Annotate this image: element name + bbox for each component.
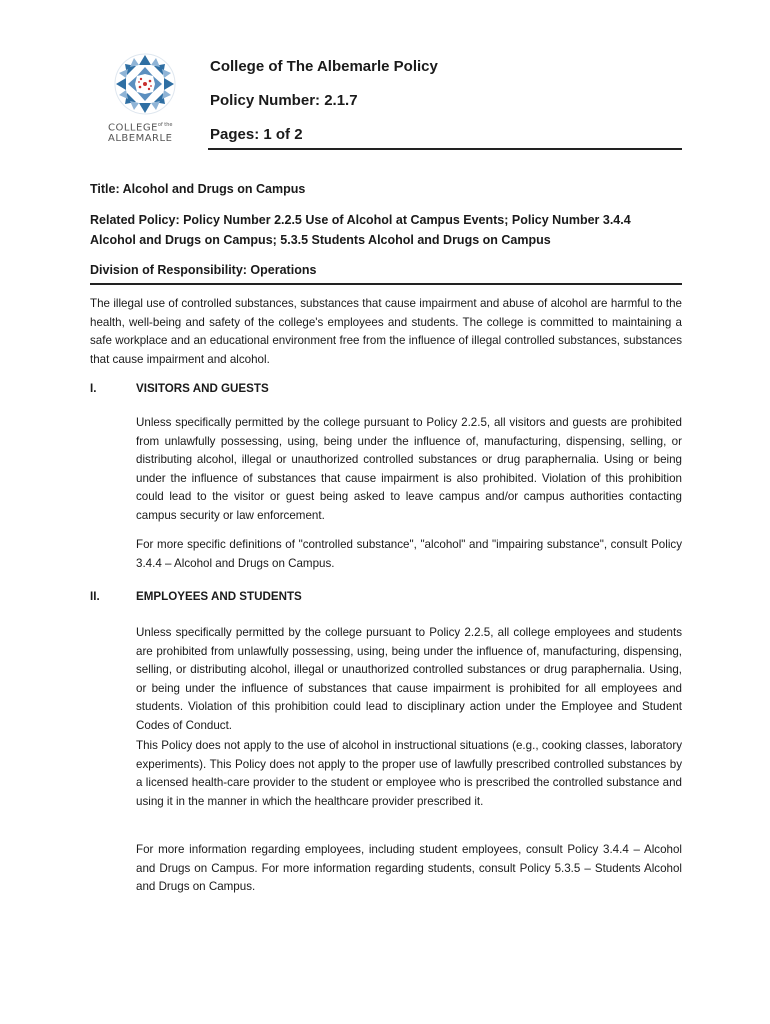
header-divider [208,148,682,150]
related-policy-line1: Related Policy: Policy Number 2.2.5 Use of Alcohol at Campus Events; Policy Number 3.4.4 [90,213,631,227]
logo-wordmark [108,120,194,144]
section-1-number: I. [90,382,97,395]
section-1-paragraph-1: Unless specifically permitted by the college pursuant to Policy 2.2.5, all visitors and guests are prohibited from unlawfully possessing, using, being under the influence of, manufacturing, dispensing, selling, or distributing alcohol, illegal or unauthorized controlled substances or drug paraphernalia. Using or being under the influence of substances that cause impairment is also prohibited. Violation of this prohibition could lead to the visitor or guest being asked to leave campus and/or campus authorities contacting campus security or law enforcement. [136,416,682,522]
title-divider [90,283,682,285]
logo-line1-super: of the [157,122,173,128]
policy-name: College of The Albemarle Policy [210,58,438,75]
logo-line2: ALBEMARLE [108,133,173,145]
section-1-paragraph-2: For more specific definitions of "controlled substance", "alcohol" and "impairing substance", consult Policy 3.4.4 – Alcohol and Drugs on Campus. [136,538,682,570]
policy-number: Policy Number: 2.1.7 [210,92,358,109]
logo-line1: COLLEGE [108,122,158,134]
section-2-paragraph-2: This Policy does not apply to the use of alcohol in instructional situations (e.g., cooking classes, laboratory experiments). This Policy does not apply to the proper use of lawfully prescribed controlled substances by a licensed health-care provider to the student or employee who is prescribed the controlled substance and using it in the manner in which the healthcare provider prescribed it. [136,739,682,808]
section-2-number: II. [90,590,100,603]
section-2-paragraph-3: For more information regarding employees, including student employees, consult Policy 3.4.4 – Alcohol and Drugs on Campus. For more information regarding students, consult Policy 5.3.5 – Students Alcohol and Drugs on Campus. [136,843,682,894]
section-1-title: VISITORS AND GUESTS [136,382,269,395]
intro-paragraph: The illegal use of controlled substances, substances that cause impairment and abuse of alcohol are harmful to the health, well-being and safety of the college's employees and students. The college is committed to maintaining a safe workplace and an educational environment free from the influence of illegal controlled substances, substances that cause impairment and alcohol. [90,297,682,366]
college-logo [100,50,190,150]
section-2-paragraph-1: Unless specifically permitted by the college pursuant to Policy 2.2.5, all college employees and students are prohibited from unlawfully possessing, using, being under the influence of, manufacturing, dispensing, selling, or distributing alcohol, illegal or unauthorized controlled substances or drug paraphernalia. Using, or being under the influence of substances that cause impairment is prohibited for all employees and students. Violation of this prohibition could lead to disciplinary action under the Employee and Student Codes of Conduct. [136,626,682,732]
college-seal-icon [100,50,190,120]
division-of-responsibility: Division of Responsibility: Operations [90,263,317,277]
related-policy-line2: Alcohol and Drugs on Campus; 5.3.5 Students Alcohol and Drugs on Campus [90,233,551,247]
section-2-title: EMPLOYEES AND STUDENTS [136,590,302,603]
pages-indicator: Pages: 1 of 2 [210,126,303,143]
doc-title: Title: Alcohol and Drugs on Campus [90,182,306,196]
